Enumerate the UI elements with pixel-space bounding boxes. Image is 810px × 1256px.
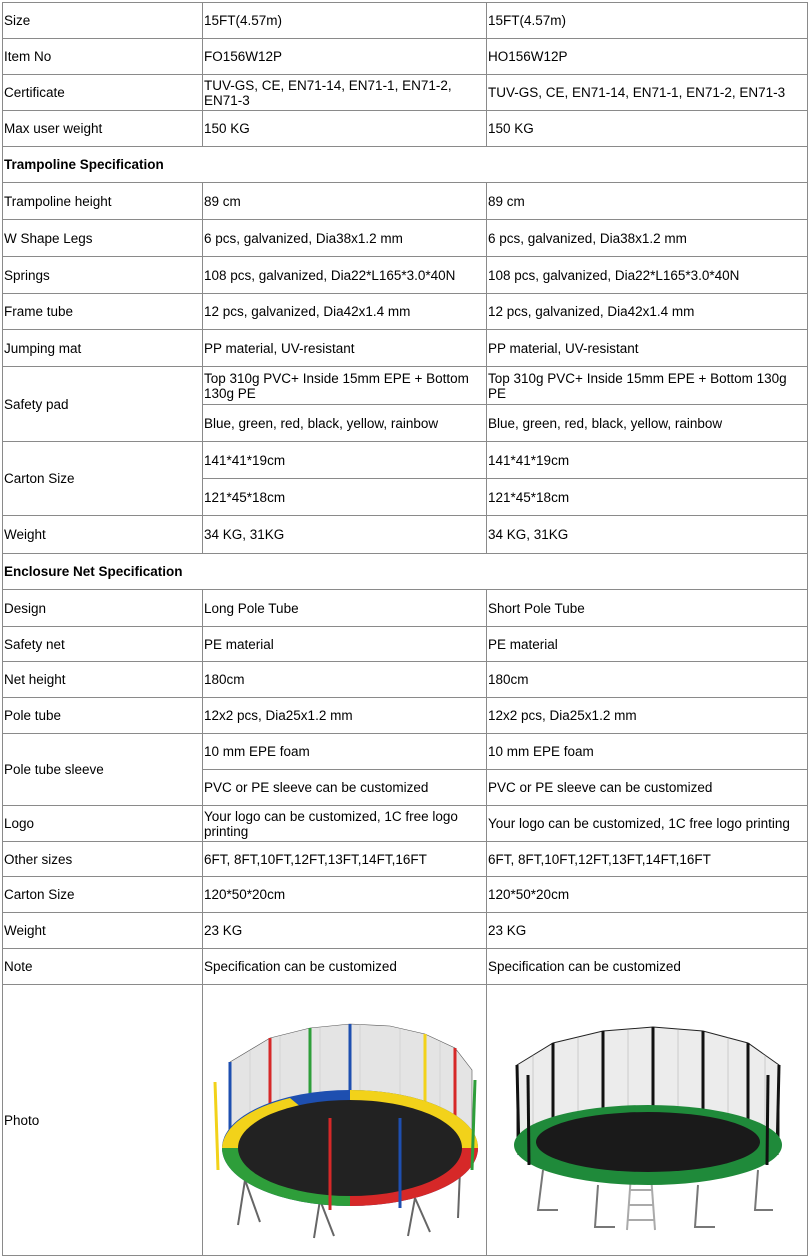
value-note-b: Specification can be customized [487, 949, 808, 985]
value-other-sizes-b: 6FT, 8FT,10FT,12FT,13FT,14FT,16FT [487, 842, 808, 877]
label-pole: Pole tube [3, 698, 203, 734]
label-max-weight: Max user weight [3, 111, 203, 147]
safety-pad [222, 1090, 478, 1206]
row-trampoline-height [3, 183, 808, 220]
value-certificate-b: TUV-GS, CE, EN71-14, EN71-1, EN71-2, EN71-3 [487, 75, 808, 111]
label-safety-net: Safety net [3, 627, 203, 662]
value-size-b: 15FT(4.57m) [487, 3, 808, 39]
value-size-a: 15FT(4.57m) [203, 3, 487, 39]
value-net-carton-a: 120*50*20cm [203, 877, 487, 913]
label-net-height: Net height [3, 662, 203, 698]
value-item-no-b: HO156W12P [487, 39, 808, 75]
label-note: Note [3, 949, 203, 985]
value-sleeve-a2: PVC or PE sleeve can be customized [203, 770, 487, 806]
row-certificate [3, 75, 808, 111]
label-size: Size [3, 3, 203, 39]
value-safety-net-b: PE material [487, 627, 808, 662]
value-weight-b: 34 KG, 31KG [487, 516, 808, 554]
value-pad-b2: Blue, green, red, black, yellow, rainbow [487, 405, 808, 442]
label-net-weight: Weight [3, 913, 203, 949]
value-mat-a: PP material, UV-resistant [203, 330, 487, 367]
label-frame: Frame tube [3, 294, 203, 330]
value-net-height-a: 180cm [203, 662, 487, 698]
value-logo-b: Your logo can be customized, 1C free logo printing [487, 806, 808, 842]
row-mat [3, 330, 808, 367]
value-net-weight-a: 23 KG [203, 913, 487, 949]
value-logo-a: Your logo can be customized, 1C free logo printing [203, 806, 487, 842]
row-weight [3, 516, 808, 554]
label-sleeve: Pole tube sleeve [3, 734, 203, 806]
section-trampoline [3, 147, 808, 183]
value-legs-a: 6 pcs, galvanized, Dia38x1.2 mm [203, 220, 487, 257]
value-pole-b: 12x2 pcs, Dia25x1.2 mm [487, 698, 808, 734]
value-frame-a: 12 pcs, galvanized, Dia42x1.4 mm [203, 294, 487, 330]
safety-pad [514, 1105, 782, 1185]
value-safety-net-a: PE material [203, 627, 487, 662]
section-enclosure [3, 554, 808, 590]
value-max-weight-b: 150 KG [487, 111, 808, 147]
row-logo [3, 806, 808, 842]
value-other-sizes-a: 6FT, 8FT,10FT,12FT,13FT,14FT,16FT [203, 842, 487, 877]
row-carton-1 [3, 442, 808, 479]
label-weight: Weight [3, 516, 203, 554]
value-trampoline-height-b: 89 cm [487, 183, 808, 220]
label-springs: Springs [3, 257, 203, 294]
row-net-weight [3, 913, 808, 949]
label-trampoline-height: Trampoline height [3, 183, 203, 220]
row-net-carton [3, 877, 808, 913]
value-design-b: Short Pole Tube [487, 590, 808, 627]
label-item-no: Item No [3, 39, 203, 75]
value-carton-b1: 141*41*19cm [487, 442, 808, 479]
value-pad-a2: Blue, green, red, black, yellow, rainbow [203, 405, 487, 442]
label-design: Design [3, 590, 203, 627]
value-springs-b: 108 pcs, galvanized, Dia22*L165*3.0*40N [487, 257, 808, 294]
row-size [3, 3, 808, 39]
label-mat: Jumping mat [3, 330, 203, 367]
rainbow-trampoline-image [210, 1000, 480, 1240]
label-legs: W Shape Legs [3, 220, 203, 257]
value-trampoline-height-a: 89 cm [203, 183, 487, 220]
row-springs [3, 257, 808, 294]
value-weight-a: 34 KG, 31KG [203, 516, 487, 554]
value-sleeve-b1: 10 mm EPE foam [487, 734, 808, 770]
value-sleeve-a1: 10 mm EPE foam [203, 734, 487, 770]
value-pad-a1: Top 310g PVC+ Inside 15mm EPE + Bottom 130g PE [203, 367, 487, 405]
row-other-sizes [3, 842, 808, 877]
green-trampoline-image [503, 1005, 793, 1235]
row-item-no [3, 39, 808, 75]
value-sleeve-b2: PVC or PE sleeve can be customized [487, 770, 808, 806]
value-carton-b2: 121*45*18cm [487, 479, 808, 516]
value-carton-a1: 141*41*19cm [203, 442, 487, 479]
value-max-weight-a: 150 KG [203, 111, 487, 147]
label-other-sizes: Other sizes [3, 842, 203, 877]
label-carton: Carton Size [3, 442, 203, 516]
row-net-height [3, 662, 808, 698]
value-frame-b: 12 pcs, galvanized, Dia42x1.4 mm [487, 294, 808, 330]
value-pad-b1: Top 310g PVC+ Inside 15mm EPE + Bottom 130g PE [487, 367, 808, 405]
label-photo: Photo [3, 985, 203, 1256]
row-safety-net [3, 627, 808, 662]
value-legs-b: 6 pcs, galvanized, Dia38x1.2 mm [487, 220, 808, 257]
value-mat-b: PP material, UV-resistant [487, 330, 808, 367]
section-heading-trampoline: Trampoline Specification [3, 147, 808, 183]
label-logo: Logo [3, 806, 203, 842]
value-net-weight-b: 23 KG [487, 913, 808, 949]
row-photo [3, 985, 808, 1256]
row-pole [3, 698, 808, 734]
row-frame [3, 294, 808, 330]
row-legs [3, 220, 808, 257]
value-springs-a: 108 pcs, galvanized, Dia22*L165*3.0*40N [203, 257, 487, 294]
label-pad: Safety pad [3, 367, 203, 442]
spec-table [2, 2, 808, 1256]
value-item-no-a: FO156W12P [203, 39, 487, 75]
row-max-weight [3, 111, 808, 147]
value-certificate-a: TUV-GS, CE, EN71-14, EN71-1, EN71-2, EN71-3 [203, 75, 487, 111]
value-note-a: Specification can be customized [203, 949, 487, 985]
section-heading-enclosure: Enclosure Net Specification [3, 554, 808, 590]
value-net-height-b: 180cm [487, 662, 808, 698]
photo-green-trampoline [487, 985, 808, 1256]
photo-rainbow-trampoline [203, 985, 487, 1256]
value-carton-a2: 121*45*18cm [203, 479, 487, 516]
value-design-a: Long Pole Tube [203, 590, 487, 627]
row-sleeve-1 [3, 734, 808, 770]
value-pole-a: 12x2 pcs, Dia25x1.2 mm [203, 698, 487, 734]
label-certificate: Certificate [3, 75, 203, 111]
row-pad-1 [3, 367, 808, 405]
row-note [3, 949, 808, 985]
label-net-carton: Carton Size [3, 877, 203, 913]
value-net-carton-b: 120*50*20cm [487, 877, 808, 913]
row-design [3, 590, 808, 627]
